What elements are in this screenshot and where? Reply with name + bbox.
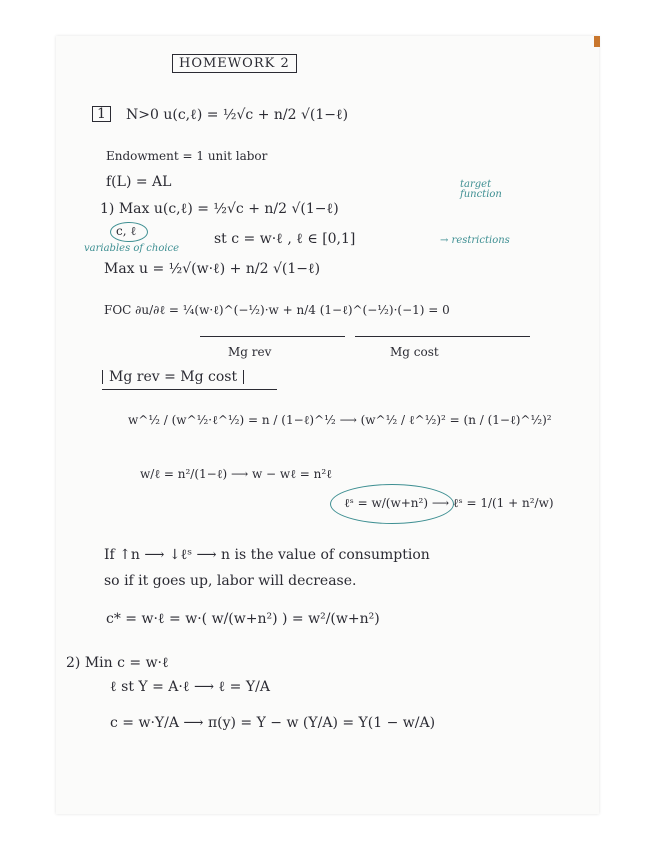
mg-equality: Mg rev = Mg cost: [102, 370, 244, 384]
production-function: f(L) = AL: [106, 174, 172, 190]
consumption-star: c* = w·ℓ = w·( w/(w+n²) ) = w²/(w+n²): [106, 611, 380, 627]
mg-equality-underline: [102, 389, 277, 390]
constraint-1: st c = w·ℓ , ℓ ∈ [0,1]: [214, 231, 356, 247]
choice-vars: c, ℓ: [116, 224, 137, 238]
part2-constraint: ℓ st Y = A·ℓ ⟶ ℓ = Y/A: [110, 679, 270, 695]
problem-number: 1: [92, 106, 111, 122]
target-note: target function: [460, 179, 502, 200]
endowment-line: Endowment = 1 unit labor: [106, 149, 268, 163]
equation-3: w/ℓ = n²/(1−ℓ) ⟶ w − wℓ = n²ℓ: [140, 467, 332, 481]
mg-rev-underline: [200, 336, 345, 337]
part2-profit: c = w·Y/A ⟶ π(y) = Y − w (Y/A) = Y(1 − w/A): [110, 715, 436, 731]
page-corner-tab: [594, 36, 600, 47]
part2-min: 2) Min c = w·ℓ: [66, 655, 169, 671]
part1-max: 1) Max u(c,ℓ) = ½√c + n/2 √(1−ℓ): [100, 201, 339, 217]
mg-rev-label: Mg rev: [228, 345, 272, 359]
if-statement: If ↑n ⟶ ↓ℓˢ ⟶ n is the value of consumption: [104, 547, 430, 563]
restrictions-note: → restrictions: [440, 235, 510, 246]
choice-label: variables of choice: [84, 243, 180, 254]
max-u-substituted: Max u = ½√(w·ℓ) + n/2 √(1−ℓ): [104, 261, 321, 277]
so-statement: so if it goes up, labor will decrease.: [104, 573, 357, 589]
mg-cost-underline: [355, 336, 530, 337]
utility-function: N>0 u(c,ℓ) = ½√c + n/2 √(1−ℓ): [126, 107, 349, 123]
mg-cost-label: Mg cost: [390, 345, 439, 359]
foc-equation: FOC ∂u/∂ℓ = ¼(w·ℓ)^(−½)·w + n/4 (1−ℓ)^(−½)·(−1) = 0: [104, 303, 450, 317]
equation-2: w^½ / (w^½·ℓ^½) = n / (1−ℓ)^½ ⟶ (w^½ / ℓ^½)² = (n / (1−ℓ)^½)²: [128, 413, 552, 427]
page-title: HOMEWORK 2: [172, 54, 297, 73]
labor-supply: ℓˢ = w/(w+n²) ⟶ ℓˢ = 1/(1 + n²/w): [344, 496, 554, 510]
